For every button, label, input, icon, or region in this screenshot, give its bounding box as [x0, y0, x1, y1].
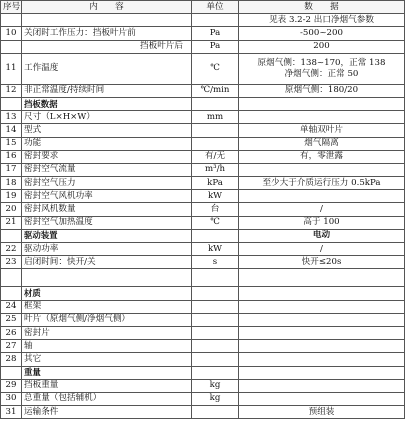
table-row: [1, 406, 405, 419]
table-row: [1, 353, 405, 366]
row-unit: ℃/min: [192, 84, 239, 97]
table-row: [1, 163, 405, 176]
row-item: 运输条件: [22, 406, 192, 419]
row-number: 14: [1, 124, 22, 137]
table-row: [1, 150, 405, 163]
row-unit: [192, 353, 239, 366]
section-title: 驱动装置: [22, 229, 192, 242]
row-number: 21: [1, 216, 22, 229]
row-number: 23: [1, 256, 22, 269]
row-number: [1, 14, 22, 27]
row-item: [22, 14, 192, 27]
row-unit: [192, 229, 239, 242]
row-data: 预组装: [239, 406, 405, 419]
row-data-line: 原烟气侧：138~170，正常 138: [257, 57, 386, 68]
row-data: 见表 3.2-2 出口净烟气参数: [239, 14, 405, 27]
row-item: 密封空气流量: [22, 163, 192, 176]
row-data: [239, 366, 405, 379]
row-data: 有，零泄露: [239, 150, 405, 163]
table-row: [1, 392, 405, 405]
row-data: [239, 269, 405, 287]
row-unit: [192, 14, 239, 27]
row-number: 13: [1, 111, 22, 124]
row-data: [239, 340, 405, 353]
row-data: [239, 111, 405, 124]
table-row: [1, 53, 405, 84]
row-unit: Pa: [192, 40, 239, 53]
row-unit: [192, 269, 239, 287]
row-number: 19: [1, 190, 22, 203]
row-data: 电动: [239, 229, 405, 242]
row-unit: kPa: [192, 177, 239, 190]
row-number: [1, 269, 22, 287]
row-item: 非正常温度/持续时间: [22, 84, 192, 97]
row-unit: 台: [192, 203, 239, 216]
row-unit: [192, 366, 239, 379]
row-number: [1, 366, 22, 379]
row-number: 18: [1, 177, 22, 190]
row-data: 200: [239, 40, 405, 53]
row-number: 28: [1, 353, 22, 366]
table-row: [1, 14, 405, 27]
table-row: [1, 300, 405, 313]
row-data: [239, 97, 405, 110]
row-unit: kW: [192, 243, 239, 256]
row-number: 25: [1, 313, 22, 326]
row-data: [239, 287, 405, 300]
row-data: 至少大于介质运行压力 0.5kPa: [239, 177, 405, 190]
header-item: 内 容: [22, 1, 192, 14]
row-number: 27: [1, 340, 22, 353]
row-data: /: [239, 203, 405, 216]
section-row: [1, 287, 405, 300]
table-row: [1, 243, 405, 256]
row-item: 密封空气压力: [22, 177, 192, 190]
row-item: [22, 269, 192, 287]
row-item: 轴: [22, 340, 192, 353]
row-unit: m³/h: [192, 163, 239, 176]
row-unit: kg: [192, 392, 239, 405]
row-number: [1, 287, 22, 300]
row-unit: [192, 313, 239, 326]
table-row: [1, 124, 405, 137]
row-data: [239, 190, 405, 203]
row-unit: [192, 137, 239, 150]
row-item: 启闭时间：快开/关: [22, 256, 192, 269]
row-number: 11: [1, 53, 22, 84]
row-item: 功能: [22, 137, 192, 150]
row-unit: [192, 97, 239, 110]
row-number: [1, 97, 22, 110]
table-row: [1, 379, 405, 392]
row-number: 17: [1, 163, 22, 176]
section-row: [1, 366, 405, 379]
row-data: [239, 353, 405, 366]
table-row: [1, 84, 405, 97]
section-title: 重量: [22, 366, 192, 379]
table-row: [1, 203, 405, 216]
row-data-line: 净烟气侧：正常 50: [284, 68, 359, 79]
row-item: 关闭时工作压力：挡板叶片前: [22, 27, 192, 40]
row-unit: ℃: [192, 216, 239, 229]
table-row: [1, 40, 405, 53]
row-item: 框架: [22, 300, 192, 313]
table-row: [1, 27, 405, 40]
table-row: [1, 177, 405, 190]
section-title: 材质: [22, 287, 192, 300]
row-data: 原烟气侧：180/20: [239, 84, 405, 97]
row-item: 密封空气风机功率: [22, 190, 192, 203]
row-unit: kW: [192, 190, 239, 203]
row-number: 16: [1, 150, 22, 163]
row-unit: 有/无: [192, 150, 239, 163]
row-number: 20: [1, 203, 22, 216]
row-item: 叶片（原烟气侧/净烟气侧）: [22, 313, 192, 326]
section-title: 挡板数据: [22, 97, 192, 110]
header-no: 序号: [1, 1, 22, 14]
row-data: 烟气隔离: [239, 137, 405, 150]
table-row: [1, 326, 405, 339]
row-number: [1, 40, 22, 53]
row-unit: kg: [192, 379, 239, 392]
row-unit: [192, 326, 239, 339]
row-number: 26: [1, 326, 22, 339]
row-number: 12: [1, 84, 22, 97]
row-unit: mm: [192, 111, 239, 124]
row-data: 高于 100: [239, 216, 405, 229]
table-row: [1, 190, 405, 203]
table-header-row: [1, 1, 405, 14]
row-item: 密封空气加热温度: [22, 216, 192, 229]
row-data: 单轴双叶片: [239, 124, 405, 137]
row-number: 22: [1, 243, 22, 256]
row-item: 工作温度: [22, 53, 192, 84]
row-item: 密封要求: [22, 150, 192, 163]
row-number: 29: [1, 379, 22, 392]
row-data: [239, 163, 405, 176]
row-number: 30: [1, 392, 22, 405]
row-item: 挡板重量: [22, 379, 192, 392]
row-unit: [192, 340, 239, 353]
row-data: [239, 313, 405, 326]
row-unit: [192, 406, 239, 419]
table-row: [1, 313, 405, 326]
empty-row: [1, 269, 405, 287]
header-unit: 单位: [192, 1, 239, 14]
row-data: [239, 392, 405, 405]
row-number: 15: [1, 137, 22, 150]
row-number: 24: [1, 300, 22, 313]
row-data: [239, 326, 405, 339]
row-unit: [192, 124, 239, 137]
row-item: 驱动功率: [22, 243, 192, 256]
row-number: [1, 229, 22, 242]
row-unit: s: [192, 256, 239, 269]
table-row: [1, 111, 405, 124]
section-row: [1, 97, 405, 110]
row-number: 31: [1, 406, 22, 419]
table-row: [1, 340, 405, 353]
row-data: 快开≤20s: [239, 256, 405, 269]
table-row: [1, 137, 405, 150]
row-item: 总重量（包括辅机）: [22, 392, 192, 405]
row-item: 其它: [22, 353, 192, 366]
row-data: [239, 300, 405, 313]
table-row: [1, 256, 405, 269]
row-number: 10: [1, 27, 22, 40]
row-item: 密封风机数量: [22, 203, 192, 216]
row-item: 密封片: [22, 326, 192, 339]
row-unit: ℃: [192, 53, 239, 84]
row-data: [239, 379, 405, 392]
row-unit: Pa: [192, 27, 239, 40]
row-item: 挡板叶片后: [22, 40, 192, 53]
row-unit: [192, 300, 239, 313]
header-data: 数 据: [239, 1, 405, 14]
row-data: -500~200: [239, 27, 405, 40]
row-item: 型式: [22, 124, 192, 137]
row-data: /: [239, 243, 405, 256]
row-data: [239, 53, 405, 84]
table-row: [1, 216, 405, 229]
section-row: [1, 229, 405, 242]
row-unit: [192, 287, 239, 300]
row-item: 尺寸（L×H×W）: [22, 111, 192, 124]
